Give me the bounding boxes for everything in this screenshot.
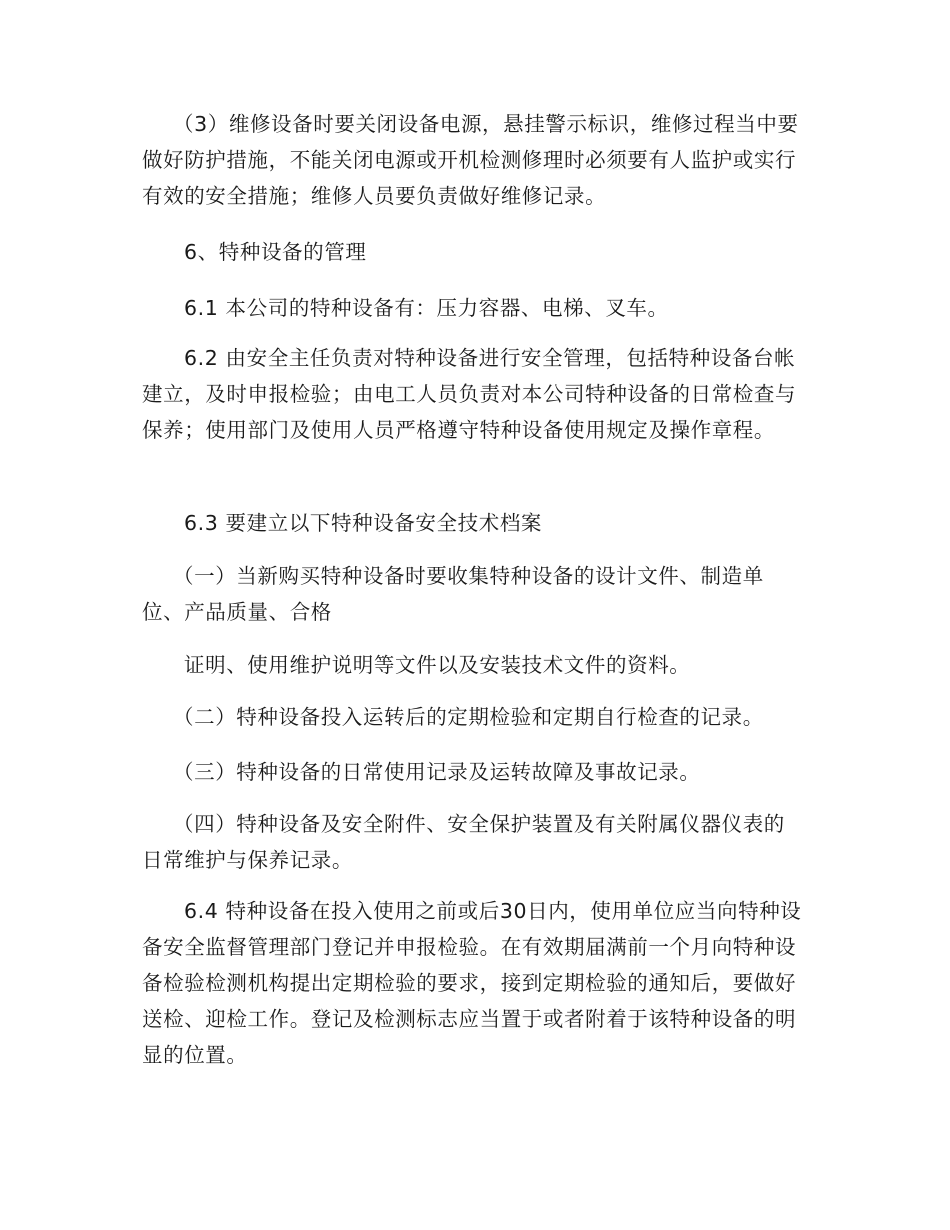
paragraph-3-maintenance: （3）维修设备时要关闭设备电源，悬挂警示标识，维修过程当中要做好防护措施，不能关闭电源或开机检测修理时必须要有人监护或实行有效的安全措施；维修人员要负责做好维修记录。 [142,112,799,208]
item-4-maintenance: （四）特种设备及安全附件、安全保护装置及有关附属仪器仪表的日常维护与保养记录。 [142,812,785,872]
paragraph-6-2: 6.2 由安全主任负责对特种设备进行安全管理，包括特种设备台帐建立，及时申报检验；由电工人员负责对本公司特种设备的日常检查与保养；使用部门及使用人员严格遵守特种设备使用规定及操作章程。 [142,346,797,442]
item-1-purchase: （一）当新购买特种设备时要收集特种设备的设计文件、制造单位、产品质量、合格 [142,564,764,624]
paragraph-6-3: 6.3 要建立以下特种设备安全技术档案 [184,511,543,535]
paragraph-6-4: 6.4 特种设备在投入使用之前或后30日内，使用单位应当向特种设备安全监督管理部门登记并申报检验。在有效期届满前一个月向特种设备检验检测机构提出定期检验的要求，接到定期检验的通知后，要做好送检、迎检工作。登记及检测标志应当置于或者附着于该特种设备的明显的位置。 [142,899,802,1067]
item-2-inspection: （二）特种设备投入运转后的定期检验和定期自行检查的记录。 [173,705,764,729]
item-3-usage: （三）特种设备的日常使用记录及运转故障及事故记录。 [173,760,701,784]
section-6-heading: 6、特种设备的管理 [184,240,367,264]
paragraph-6-1: 6.1 本公司的特种设备有：压力容器、电梯、叉车。 [184,296,669,320]
item-1-continuation: 证明、使用维护说明等文件以及安装技术文件的资料。 [184,653,691,677]
